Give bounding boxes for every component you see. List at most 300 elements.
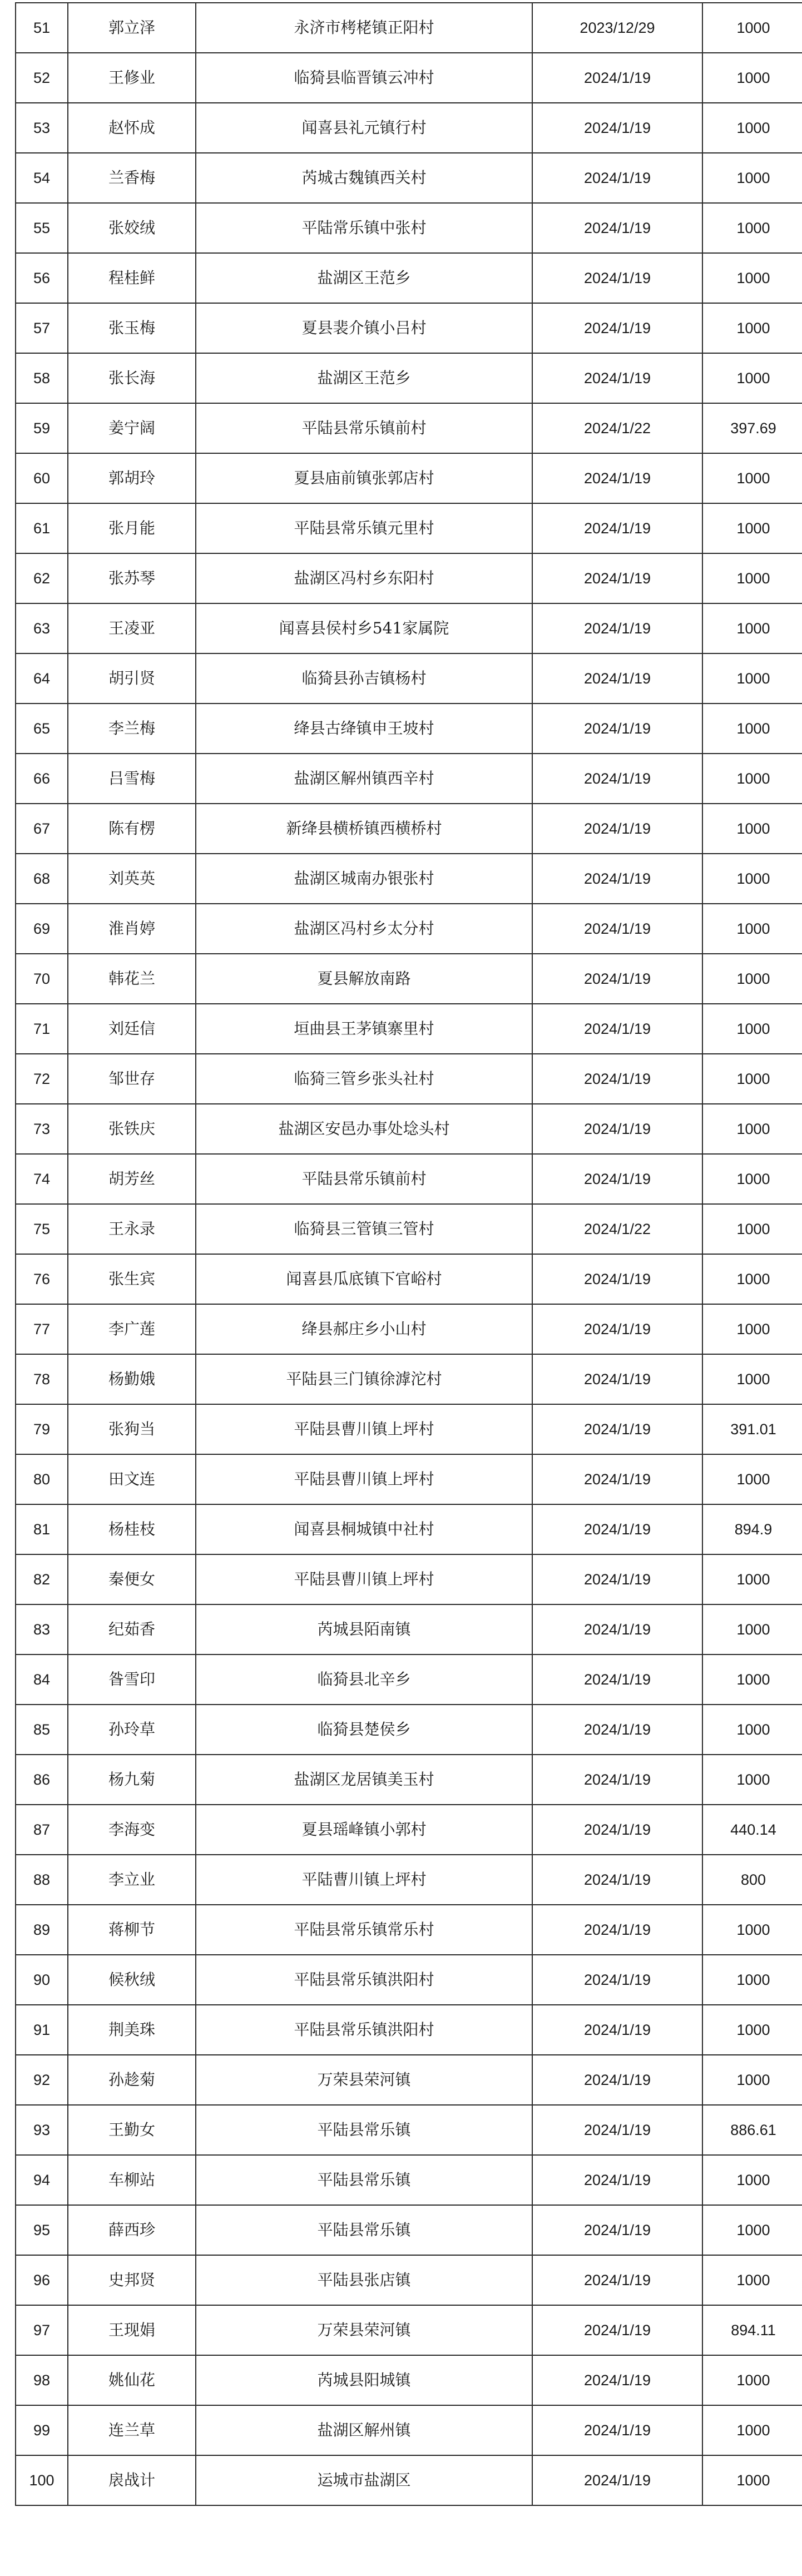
name-cell: 杨勤娥 <box>68 1354 196 1404</box>
date-cell: 2024/1/19 <box>532 453 702 503</box>
table-row <box>16 653 802 704</box>
table-row <box>16 303 802 353</box>
date-cell: 2024/1/19 <box>532 353 702 403</box>
date-cell: 2024/1/19 <box>532 954 702 1004</box>
table-row <box>16 403 802 453</box>
table-row <box>16 1905 802 1955</box>
row-number-cell: 90 <box>16 1955 68 2005</box>
name-cell: 薛西珍 <box>68 2205 196 2255</box>
address-cell: 平陆县常乐镇 <box>196 2155 532 2205</box>
row-number-cell: 73 <box>16 1104 68 1154</box>
amount-cell: 440.14 <box>702 1805 802 1855</box>
address-cell: 平陆县常乐镇 <box>196 2105 532 2155</box>
name-cell: 吕雪梅 <box>68 754 196 804</box>
row-number-cell: 51 <box>16 3 68 53</box>
address-cell: 夏县庙前镇张郭店村 <box>196 453 532 503</box>
address-cell: 万荣县荣河镇 <box>196 2305 532 2355</box>
name-cell: 昝雪印 <box>68 1654 196 1705</box>
amount-cell: 1000 <box>702 553 802 603</box>
date-cell: 2024/1/19 <box>532 2005 702 2055</box>
table-row <box>16 1705 802 1755</box>
address-cell: 平陆县常乐镇洪阳村 <box>196 2005 532 2055</box>
table-row <box>16 2255 802 2305</box>
address-cell: 盐湖区安邑办事处埝头村 <box>196 1104 532 1154</box>
date-cell: 2024/1/19 <box>532 1354 702 1404</box>
name-cell: 李广莲 <box>68 1304 196 1354</box>
name-cell: 胡引贤 <box>68 653 196 704</box>
table-row <box>16 2305 802 2355</box>
date-cell: 2024/1/19 <box>532 2255 702 2305</box>
table-row <box>16 804 802 854</box>
amount-cell: 1000 <box>702 1054 802 1104</box>
row-number-cell: 62 <box>16 553 68 603</box>
row-number-cell: 70 <box>16 954 68 1004</box>
table-row <box>16 2055 802 2105</box>
table-row <box>16 854 802 904</box>
table-row <box>16 1755 802 1805</box>
amount-cell: 1000 <box>702 1905 802 1955</box>
name-cell: 田文连 <box>68 1454 196 1504</box>
amount-cell: 1000 <box>702 53 802 103</box>
row-number-cell: 68 <box>16 854 68 904</box>
table-row <box>16 1504 802 1554</box>
amount-cell: 1000 <box>702 2055 802 2105</box>
address-cell: 平陆常乐镇中张村 <box>196 203 532 253</box>
amount-cell: 1000 <box>702 3 802 53</box>
name-cell: 刘英英 <box>68 854 196 904</box>
date-cell: 2024/1/19 <box>532 1054 702 1104</box>
row-number-cell: 66 <box>16 754 68 804</box>
address-cell: 永济市栲栳镇正阳村 <box>196 3 532 53</box>
date-cell: 2024/1/22 <box>532 1204 702 1254</box>
amount-cell: 1000 <box>702 353 802 403</box>
row-number-cell: 85 <box>16 1705 68 1755</box>
table-row <box>16 1855 802 1905</box>
table-row <box>16 1955 802 2005</box>
row-number-cell: 56 <box>16 253 68 303</box>
amount-cell: 391.01 <box>702 1404 802 1454</box>
row-number-cell: 58 <box>16 353 68 403</box>
name-cell: 连兰草 <box>68 2405 196 2455</box>
row-number-cell: 83 <box>16 1604 68 1654</box>
address-cell: 盐湖区冯村乡太分村 <box>196 904 532 954</box>
address-cell: 盐湖区解州镇 <box>196 2405 532 2455</box>
address-cell: 垣曲县王茅镇寨里村 <box>196 1004 532 1054</box>
amount-cell: 1000 <box>702 103 802 153</box>
table-row <box>16 2405 802 2455</box>
date-cell: 2024/1/19 <box>532 1154 702 1204</box>
row-number-cell: 52 <box>16 53 68 103</box>
name-cell: 车柳站 <box>68 2155 196 2205</box>
name-cell: 王现娟 <box>68 2305 196 2355</box>
address-cell: 芮城古魏镇西关村 <box>196 153 532 203</box>
row-number-cell: 100 <box>16 2455 68 2505</box>
row-number-cell: 72 <box>16 1054 68 1104</box>
amount-cell: 1000 <box>702 1104 802 1154</box>
amount-cell: 1000 <box>702 754 802 804</box>
amount-cell: 1000 <box>702 1554 802 1604</box>
address-cell: 运城市盐湖区 <box>196 2455 532 2505</box>
amount-cell: 1000 <box>702 2405 802 2455</box>
date-cell: 2024/1/19 <box>532 1604 702 1654</box>
date-cell: 2024/1/19 <box>532 1905 702 1955</box>
name-cell: 秦便女 <box>68 1554 196 1604</box>
table-row <box>16 1354 802 1404</box>
address-cell: 万荣县荣河镇 <box>196 2055 532 2105</box>
row-number-cell: 88 <box>16 1855 68 1905</box>
records-table-body <box>16 3 802 2505</box>
table-row <box>16 253 802 303</box>
address-cell: 平陆县常乐镇元里村 <box>196 503 532 553</box>
row-number-cell: 59 <box>16 403 68 453</box>
name-cell: 李兰梅 <box>68 704 196 754</box>
amount-cell: 1000 <box>702 253 802 303</box>
row-number-cell: 61 <box>16 503 68 553</box>
name-cell: 淮肖婷 <box>68 904 196 954</box>
date-cell: 2024/1/19 <box>532 1855 702 1905</box>
date-cell: 2024/1/19 <box>532 1755 702 1805</box>
name-cell: 邹世存 <box>68 1054 196 1104</box>
name-cell: 候秋绒 <box>68 1955 196 2005</box>
name-cell: 郭立泽 <box>68 3 196 53</box>
date-cell: 2024/1/19 <box>532 303 702 353</box>
address-cell: 临猗县三管镇三管村 <box>196 1204 532 1254</box>
table-row <box>16 754 802 804</box>
records-table <box>15 2 802 2506</box>
amount-cell: 1000 <box>702 2005 802 2055</box>
address-cell: 绛县古绛镇申王坡村 <box>196 704 532 754</box>
table-row <box>16 1454 802 1504</box>
address-cell: 平陆县曹川镇上坪村 <box>196 1554 532 1604</box>
table-row <box>16 203 802 253</box>
name-cell: 郭胡玲 <box>68 453 196 503</box>
date-cell: 2024/1/19 <box>532 704 702 754</box>
table-row <box>16 704 802 754</box>
name-cell: 刘廷信 <box>68 1004 196 1054</box>
amount-cell: 1000 <box>702 854 802 904</box>
name-cell: 杨桂枝 <box>68 1504 196 1554</box>
address-cell: 临猗三管乡张头社村 <box>196 1054 532 1104</box>
name-cell: 张狗当 <box>68 1404 196 1454</box>
date-cell: 2024/1/19 <box>532 1254 702 1304</box>
amount-cell: 1000 <box>702 2205 802 2255</box>
date-cell: 2024/1/19 <box>532 503 702 553</box>
amount-cell: 1000 <box>702 2455 802 2505</box>
amount-cell: 1000 <box>702 503 802 553</box>
address-cell: 盐湖区王范乡 <box>196 353 532 403</box>
date-cell: 2023/12/29 <box>532 3 702 53</box>
name-cell: 李海变 <box>68 1805 196 1855</box>
address-cell: 平陆县三门镇徐滹沱村 <box>196 1354 532 1404</box>
row-number-cell: 74 <box>16 1154 68 1204</box>
amount-cell: 1000 <box>702 1454 802 1504</box>
address-cell: 盐湖区解州镇西辛村 <box>196 754 532 804</box>
row-number-cell: 54 <box>16 153 68 203</box>
address-cell: 闻喜县礼元镇行村 <box>196 103 532 153</box>
date-cell: 2024/1/19 <box>532 2105 702 2155</box>
amount-cell: 894.11 <box>702 2305 802 2355</box>
table-row <box>16 1654 802 1705</box>
name-cell: 张生宾 <box>68 1254 196 1304</box>
address-cell: 盐湖区冯村乡东阳村 <box>196 553 532 603</box>
date-cell: 2024/1/19 <box>532 603 702 653</box>
name-cell: 张姣绒 <box>68 203 196 253</box>
address-cell: 夏县裴介镇小吕村 <box>196 303 532 353</box>
name-cell: 孙趁菊 <box>68 2055 196 2105</box>
amount-cell: 1000 <box>702 954 802 1004</box>
row-number-cell: 57 <box>16 303 68 353</box>
address-cell: 平陆县常乐镇洪阳村 <box>196 1955 532 2005</box>
row-number-cell: 63 <box>16 603 68 653</box>
date-cell: 2024/1/19 <box>532 1454 702 1504</box>
name-cell: 兰香梅 <box>68 153 196 203</box>
table-row <box>16 1154 802 1204</box>
date-cell: 2024/1/19 <box>532 253 702 303</box>
address-cell: 闻喜县瓜底镇下官峪村 <box>196 1254 532 1304</box>
table-row <box>16 453 802 503</box>
row-number-cell: 80 <box>16 1454 68 1504</box>
row-number-cell: 69 <box>16 904 68 954</box>
row-number-cell: 86 <box>16 1755 68 1805</box>
amount-cell: 1000 <box>702 1604 802 1654</box>
row-number-cell: 84 <box>16 1654 68 1705</box>
date-cell: 2024/1/19 <box>532 2455 702 2505</box>
address-cell: 新绛县横桥镇西横桥村 <box>196 804 532 854</box>
row-number-cell: 97 <box>16 2305 68 2355</box>
amount-cell: 1000 <box>702 2255 802 2305</box>
date-cell: 2024/1/19 <box>532 2305 702 2355</box>
name-cell: 赵怀成 <box>68 103 196 153</box>
amount-cell: 1000 <box>702 2155 802 2205</box>
date-cell: 2024/1/19 <box>532 854 702 904</box>
date-cell: 2024/1/19 <box>532 2405 702 2455</box>
table-row <box>16 1004 802 1054</box>
table-row <box>16 1805 802 1855</box>
row-number-cell: 91 <box>16 2005 68 2055</box>
date-cell: 2024/1/22 <box>532 403 702 453</box>
table-row <box>16 954 802 1004</box>
date-cell: 2024/1/19 <box>532 754 702 804</box>
table-row <box>16 1304 802 1354</box>
row-number-cell: 89 <box>16 1905 68 1955</box>
amount-cell: 1000 <box>702 1654 802 1705</box>
date-cell: 2024/1/19 <box>532 2355 702 2405</box>
table-row <box>16 3 802 53</box>
date-cell: 2024/1/19 <box>532 1705 702 1755</box>
date-cell: 2024/1/19 <box>532 904 702 954</box>
date-cell: 2024/1/19 <box>532 1104 702 1154</box>
row-number-cell: 53 <box>16 103 68 153</box>
name-cell: 王修业 <box>68 53 196 103</box>
table-row <box>16 1254 802 1304</box>
name-cell: 扆战计 <box>68 2455 196 2505</box>
amount-cell: 1000 <box>702 1755 802 1805</box>
address-cell: 盐湖区龙居镇美玉村 <box>196 1755 532 1805</box>
name-cell: 姜宁阔 <box>68 403 196 453</box>
table-row <box>16 53 802 103</box>
row-number-cell: 99 <box>16 2405 68 2455</box>
row-number-cell: 96 <box>16 2255 68 2305</box>
row-number-cell: 67 <box>16 804 68 854</box>
row-number-cell: 93 <box>16 2105 68 2155</box>
address-cell: 闻喜县侯村乡541家属院 <box>196 603 532 653</box>
address-cell: 盐湖区王范乡 <box>196 253 532 303</box>
table-row <box>16 1204 802 1254</box>
address-cell: 夏县解放南路 <box>196 954 532 1004</box>
table-row <box>16 353 802 403</box>
name-cell: 孙玲草 <box>68 1705 196 1755</box>
row-number-cell: 77 <box>16 1304 68 1354</box>
address-cell: 平陆县常乐镇常乐村 <box>196 1905 532 1955</box>
amount-cell: 1000 <box>702 1004 802 1054</box>
name-cell: 胡芳丝 <box>68 1154 196 1204</box>
date-cell: 2024/1/19 <box>532 2205 702 2255</box>
table-row <box>16 2355 802 2405</box>
row-number-cell: 64 <box>16 653 68 704</box>
row-number-cell: 81 <box>16 1504 68 1554</box>
amount-cell: 1000 <box>702 704 802 754</box>
name-cell: 张玉梅 <box>68 303 196 353</box>
date-cell: 2024/1/19 <box>532 53 702 103</box>
table-row <box>16 153 802 203</box>
date-cell: 2024/1/19 <box>532 1504 702 1554</box>
row-number-cell: 75 <box>16 1204 68 1254</box>
date-cell: 2024/1/19 <box>532 1654 702 1705</box>
table-row <box>16 603 802 653</box>
name-cell: 史邦贤 <box>68 2255 196 2305</box>
address-cell: 临猗县楚侯乡 <box>196 1705 532 1755</box>
table-row <box>16 553 802 603</box>
amount-cell: 1000 <box>702 2355 802 2405</box>
address-cell: 绛县郝庄乡小山村 <box>196 1304 532 1354</box>
address-cell: 临猗县北辛乡 <box>196 1654 532 1705</box>
amount-cell: 1000 <box>702 303 802 353</box>
name-cell: 程桂鲜 <box>68 253 196 303</box>
name-cell: 蒋柳节 <box>68 1905 196 1955</box>
amount-cell: 1000 <box>702 1254 802 1304</box>
row-number-cell: 60 <box>16 453 68 503</box>
amount-cell: 1000 <box>702 153 802 203</box>
address-cell: 临猗县临晋镇云冲村 <box>196 53 532 103</box>
table-row <box>16 1404 802 1454</box>
name-cell: 张长海 <box>68 353 196 403</box>
table-row <box>16 1054 802 1104</box>
amount-cell: 1000 <box>702 904 802 954</box>
row-number-cell: 82 <box>16 1554 68 1604</box>
address-cell: 平陆县常乐镇前村 <box>196 1154 532 1204</box>
amount-cell: 1000 <box>702 1204 802 1254</box>
name-cell: 纪茹香 <box>68 1604 196 1654</box>
table-row <box>16 1104 802 1154</box>
address-cell: 平陆县曹川镇上坪村 <box>196 1404 532 1454</box>
table-row <box>16 103 802 153</box>
name-cell: 王勤女 <box>68 2105 196 2155</box>
row-number-cell: 65 <box>16 704 68 754</box>
name-cell: 王凌亚 <box>68 603 196 653</box>
amount-cell: 397.69 <box>702 403 802 453</box>
table-row <box>16 2005 802 2055</box>
amount-cell: 894.9 <box>702 1504 802 1554</box>
address-cell: 芮城县阳城镇 <box>196 2355 532 2405</box>
row-number-cell: 87 <box>16 1805 68 1855</box>
address-cell: 临猗县孙吉镇杨村 <box>196 653 532 704</box>
row-number-cell: 95 <box>16 2205 68 2255</box>
date-cell: 2024/1/19 <box>532 1304 702 1354</box>
amount-cell: 1000 <box>702 1705 802 1755</box>
row-number-cell: 92 <box>16 2055 68 2105</box>
address-cell: 芮城县陌南镇 <box>196 1604 532 1654</box>
date-cell: 2024/1/19 <box>532 1004 702 1054</box>
address-cell: 平陆县常乐镇 <box>196 2205 532 2255</box>
amount-cell: 886.61 <box>702 2105 802 2155</box>
document-sheet <box>15 2 802 2506</box>
amount-cell: 1000 <box>702 1354 802 1404</box>
name-cell: 张苏琴 <box>68 553 196 603</box>
date-cell: 2024/1/19 <box>532 653 702 704</box>
amount-cell: 1000 <box>702 804 802 854</box>
date-cell: 2024/1/19 <box>532 103 702 153</box>
address-cell: 闻喜县桐城镇中社村 <box>196 1504 532 1554</box>
amount-cell: 1000 <box>702 1955 802 2005</box>
address-cell: 平陆县张店镇 <box>196 2255 532 2305</box>
name-cell: 李立业 <box>68 1855 196 1905</box>
table-row <box>16 904 802 954</box>
date-cell: 2024/1/19 <box>532 804 702 854</box>
amount-cell: 1000 <box>702 453 802 503</box>
name-cell: 荆美珠 <box>68 2005 196 2055</box>
row-number-cell: 78 <box>16 1354 68 1404</box>
date-cell: 2024/1/19 <box>532 153 702 203</box>
address-cell: 平陆曹川镇上坪村 <box>196 1855 532 1905</box>
date-cell: 2024/1/19 <box>532 1404 702 1454</box>
name-cell: 姚仙花 <box>68 2355 196 2405</box>
name-cell: 陈有楞 <box>68 804 196 854</box>
address-cell: 夏县瑶峰镇小郭村 <box>196 1805 532 1855</box>
row-number-cell: 94 <box>16 2155 68 2205</box>
date-cell: 2024/1/19 <box>532 553 702 603</box>
address-cell: 盐湖区城南办银张村 <box>196 854 532 904</box>
date-cell: 2024/1/19 <box>532 2155 702 2205</box>
table-row <box>16 1554 802 1604</box>
amount-cell: 1000 <box>702 1154 802 1204</box>
date-cell: 2024/1/19 <box>532 1554 702 1604</box>
name-cell: 张铁庆 <box>68 1104 196 1154</box>
name-cell: 韩花兰 <box>68 954 196 1004</box>
address-cell: 平陆县常乐镇前村 <box>196 403 532 453</box>
table-row <box>16 2205 802 2255</box>
row-number-cell: 76 <box>16 1254 68 1304</box>
row-number-cell: 71 <box>16 1004 68 1054</box>
name-cell: 王永录 <box>68 1204 196 1254</box>
date-cell: 2024/1/19 <box>532 1805 702 1855</box>
amount-cell: 1000 <box>702 653 802 704</box>
amount-cell: 800 <box>702 1855 802 1905</box>
amount-cell: 1000 <box>702 603 802 653</box>
date-cell: 2024/1/19 <box>532 1955 702 2005</box>
table-row <box>16 2105 802 2155</box>
row-number-cell: 55 <box>16 203 68 253</box>
amount-cell: 1000 <box>702 203 802 253</box>
table-row <box>16 503 802 553</box>
table-row <box>16 2455 802 2505</box>
name-cell: 张月能 <box>68 503 196 553</box>
date-cell: 2024/1/19 <box>532 203 702 253</box>
row-number-cell: 79 <box>16 1404 68 1454</box>
table-row <box>16 1604 802 1654</box>
name-cell: 杨九菊 <box>68 1755 196 1805</box>
table-row <box>16 2155 802 2205</box>
date-cell: 2024/1/19 <box>532 2055 702 2105</box>
